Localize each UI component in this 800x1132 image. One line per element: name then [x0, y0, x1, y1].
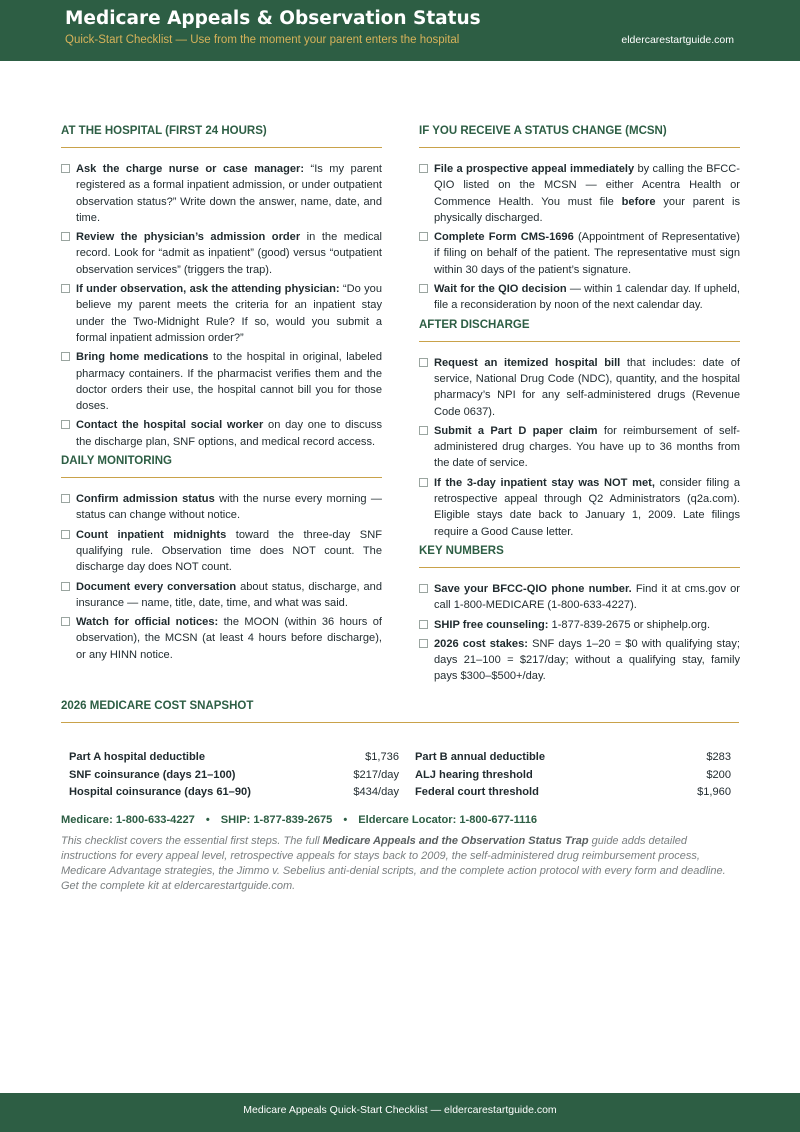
checklist-status-change — [419, 161, 740, 314]
checkbox-icon[interactable] — [61, 617, 70, 626]
checklist-item — [61, 161, 382, 226]
item-text: “Do you believe my parent meets the criteria for an inpatient stay under the Two-Midnight Rule? If so, would you submit a formal inpatient admission order?” — [76, 283, 382, 344]
item-text: in the medical record. Look for “admit as inpatient” (good) versus “outpatient observation services” (triggers the trap). — [76, 231, 382, 276]
item-lead: Count inpatient midnights — [76, 528, 227, 541]
item-lead: Bring home medications — [76, 351, 209, 364]
cost-value: $1,960 — [697, 786, 731, 798]
item-text: on day one to discuss the discharge plan, SNF options, and medical record access. — [76, 419, 382, 448]
item-text: toward the three-day SNF qualifying rule. Observation time does NOT count. The discharge day does NOT count. — [76, 528, 382, 574]
cost-label: ALJ hearing threshold — [415, 768, 533, 781]
checklist-item — [61, 491, 382, 524]
item-text: consider filing a retrospective appeal through Q2 Administrators (q2a.com). Eligible stays date back to January 1, 2009. Late filings require a Good Cause letter. — [434, 476, 740, 538]
cost-value: $283 — [706, 751, 731, 763]
cost-label: SNF coinsurance (days 21–100) — [69, 768, 236, 781]
contact-numbers — [61, 814, 537, 826]
item-text: by calling the BFCC-QIO listed on the MCSN — either Acentra Health or Commence Health. You must file — [434, 163, 740, 208]
checkbox-icon[interactable] — [61, 352, 70, 361]
item-lead: Save your BFCC-QIO phone number. — [434, 582, 632, 595]
item-lead: If under observation, ask the attending physician: — [76, 283, 340, 296]
item-lead: Document every conversation — [76, 580, 237, 593]
footer-text: Medicare Appeals Quick-Start Checklist — eldercarestartguide.com — [243, 1104, 557, 1116]
item-lead: Watch for official notices: — [76, 616, 219, 629]
guide-note — [61, 834, 740, 894]
item-text: that includes: date of service, National Drug Code (NDC), quantity, and the hospital pharmacy’s NPI for any self-administered drugs (Revenue Code 0637). — [434, 356, 741, 418]
note-text: guide adds detailed instructions for every appeal level, retrospective appeals for stays back to 2009, the self-administered drug reimbursement process, Medicare Advantage strategies, the Jimmo v. Sebelius anti-denial scripts, and the complete action protocol with every form and deadline. Get the complete kit at eldercarestartguide.com. — [61, 835, 726, 892]
section-divider — [61, 722, 739, 723]
guide-title: Medicare Appeals and the Observation Status Trap — [322, 835, 589, 847]
item-lead: Confirm admission status — [76, 493, 215, 506]
section-title-snapshot: 2026 MEDICARE COST SNAPSHOT — [61, 700, 254, 712]
checklist-item — [419, 636, 740, 685]
item-text: Find it at cms.gov or call 1-800-MEDICARE (1-800-633-4227). — [434, 582, 740, 612]
right-column — [419, 123, 740, 688]
checkbox-icon[interactable] — [419, 164, 428, 173]
section-divider — [419, 341, 740, 342]
note-text: This checklist covers the essential first steps. The full — [61, 835, 323, 847]
checkbox-icon[interactable] — [61, 164, 70, 173]
header-banner — [0, 0, 800, 61]
item-lead: Request an itemized hospital bill — [434, 356, 621, 369]
checklist-item — [61, 281, 382, 346]
section-divider — [419, 147, 740, 148]
ship-phone[interactable]: SHIP: 1-877-839-2675 — [220, 814, 333, 826]
checklist-item — [61, 614, 382, 663]
checklist-item — [419, 581, 740, 614]
item-text: 1-877-839-2675 or shiphelp.org. — [548, 618, 711, 631]
checklist-hospital — [61, 161, 382, 450]
section-title-daily: DAILY MONITORING — [61, 455, 172, 468]
item-lead: 2026 cost stakes: — [434, 637, 528, 650]
left-column — [61, 123, 382, 666]
item-lead: Complete Form CMS-1696 — [434, 231, 574, 244]
footer-banner — [0, 1093, 800, 1132]
checklist-item — [419, 475, 740, 540]
section-title-after-discharge: AFTER DISCHARGE — [419, 318, 530, 331]
item-text: — within 1 calendar day. If upheld, file a reconsideration by noon of the next calendar day. — [434, 283, 740, 312]
cost-label: Hospital coinsurance (days 61–90) — [69, 786, 251, 798]
checklist-item — [419, 423, 740, 472]
medicare-phone[interactable]: Medicare: 1-800-633-4227 — [61, 814, 195, 826]
item-text: “Is my parent registered as a formal inpatient admission, or under outpatient observation status?” Write down the answer, name, date, and time. — [76, 163, 382, 224]
section-divider — [61, 147, 382, 148]
checkbox-icon[interactable] — [61, 494, 70, 503]
checkbox-icon[interactable] — [419, 620, 428, 629]
item-text: SNF days 1–20 = $0 with qualifying stay; days 21–100 = $217/day; without a qualifying stay, family pays $300–$500+/day. — [434, 637, 740, 683]
item-text: to the hospital in original, labeled pharmacy containers. If the pharmacist verifies them and the doctor orders their use, the hospital cannot bill you for those doses. — [76, 351, 382, 413]
checklist-daily — [61, 491, 382, 663]
eldercare-locator-phone[interactable]: Eldercare Locator: 1-800-677-1116 — [358, 814, 538, 826]
cost-snapshot — [61, 698, 739, 798]
cost-table — [61, 749, 739, 799]
checklist-item — [419, 161, 740, 226]
page-subtitle: Quick-Start Checklist — Use from the moment your parent enters the hospital — [65, 34, 460, 46]
checklist-key-numbers — [419, 581, 740, 685]
item-emphasis: before — [621, 195, 656, 208]
bullet-separator: • — [343, 814, 348, 826]
checklist-item — [61, 349, 382, 414]
item-text: (Appointment of Representative) if filing on behalf of the patient. The representative must sign within 30 days of the patient’s signature. — [434, 231, 740, 276]
checklist-after-discharge — [419, 355, 740, 540]
cost-value: $200 — [706, 768, 731, 781]
cost-value: $434/day — [353, 786, 399, 798]
checkbox-icon[interactable] — [419, 284, 428, 293]
section-title-hospital: AT THE HOSPITAL (FIRST 24 HOURS) — [61, 125, 267, 137]
bullet-separator: • — [205, 814, 210, 826]
checkbox-icon[interactable] — [419, 478, 428, 487]
checklist-item — [419, 229, 740, 278]
item-lead: Contact the hospital social worker — [76, 419, 264, 432]
cost-label: Federal court threshold — [415, 786, 539, 798]
checkbox-icon[interactable] — [61, 232, 70, 241]
cost-value: $1,736 — [365, 751, 399, 763]
checklist-item — [61, 417, 382, 450]
checklist-item — [61, 579, 382, 612]
item-lead: If the 3-day inpatient stay was NOT met, — [434, 476, 655, 489]
section-divider — [61, 477, 382, 478]
checkbox-icon[interactable] — [419, 584, 428, 593]
header-site-link[interactable]: eldercarestartguide.com — [621, 34, 734, 46]
checkbox-icon[interactable] — [419, 232, 428, 241]
item-lead: File a prospective appeal immediately — [434, 163, 635, 175]
item-text: for reimbursement of self-administered drug charges. You have up to 36 months from the date of service. — [434, 424, 740, 470]
checklist-item — [419, 617, 740, 633]
checkbox-icon[interactable] — [419, 358, 428, 367]
item-text: about status, discharge, and insurance — name, title, date, time, and what was said. — [76, 580, 383, 609]
cost-label: Part A hospital deductible — [69, 751, 206, 763]
section-title-status-change: IF YOU RECEIVE A STATUS CHANGE (MCSN) — [419, 125, 667, 137]
checkbox-icon[interactable] — [61, 582, 70, 591]
checklist-item — [419, 355, 740, 420]
checklist-item — [61, 527, 382, 576]
checkbox-icon[interactable] — [419, 639, 428, 648]
item-text: your parent is physically discharged. — [434, 195, 741, 224]
section-divider — [419, 567, 740, 568]
section-title-key-numbers: KEY NUMBERS — [419, 544, 504, 557]
item-lead: SHIP free counseling: — [434, 618, 549, 631]
checklist-item — [419, 281, 740, 314]
cost-value: $217/day — [353, 768, 399, 781]
checkbox-icon[interactable] — [61, 530, 70, 539]
page-title: Medicare Appeals & Observation Status — [65, 8, 481, 29]
item-lead: Submit a Part D paper claim — [434, 424, 598, 437]
item-lead: Wait for the QIO decision — [434, 283, 567, 296]
checklist-item — [61, 229, 382, 278]
item-lead: Ask the charge nurse or case manager: — [76, 163, 305, 175]
item-text: the MOON (within 36 hours of observation), the MCSN (at least 4 hours before discharge), or any HINN notice. — [76, 616, 382, 661]
checkbox-icon[interactable] — [61, 420, 70, 429]
checkbox-icon[interactable] — [419, 426, 428, 435]
item-lead: Review the physician’s admission order — [76, 231, 301, 244]
checkbox-icon[interactable] — [61, 284, 70, 293]
item-text: with the nurse every morning — status can change without notice. — [76, 493, 382, 522]
cost-label: Part B annual deductible — [415, 751, 546, 763]
